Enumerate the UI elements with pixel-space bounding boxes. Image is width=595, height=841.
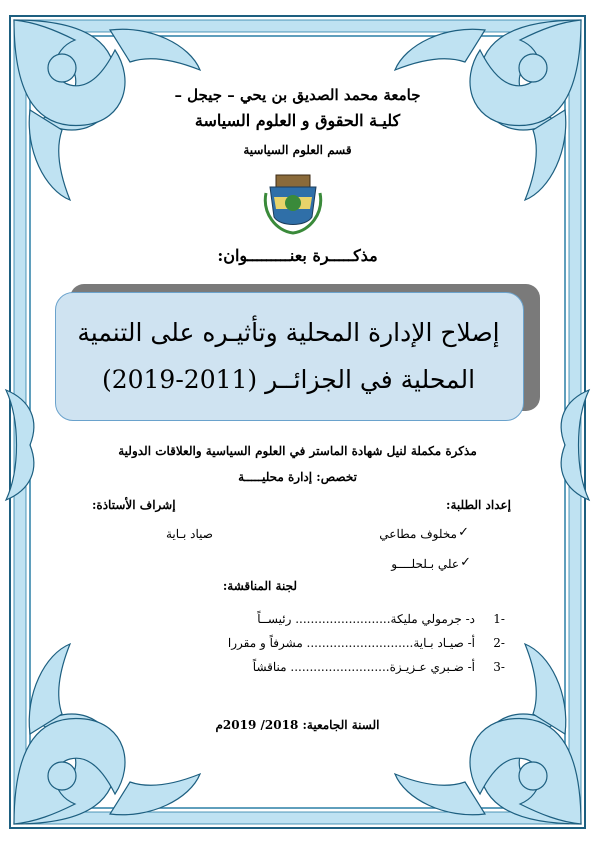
university-logo	[262, 173, 324, 235]
department-name: قسم العلوم السياسية	[243, 143, 352, 157]
memo-heading: مذكـــــرة بعنـــــــــوان:	[217, 246, 378, 265]
supervisor-name: صياد بـاية	[166, 527, 213, 541]
committee-row	[0, 636, 595, 656]
committee-member: د- جرمولي مليكة......................... رئيســاً	[257, 612, 475, 626]
title-box	[55, 292, 524, 421]
academic-year: السنة الجامعية: 2018/ 2019م	[215, 718, 380, 732]
committee-label: لجنة المناقشة:	[222, 579, 297, 593]
committee-number: 3-	[493, 660, 505, 674]
check-icon: ✓	[458, 525, 469, 540]
check-icon: ✓	[460, 555, 471, 570]
committee-member: أ- ضـبري عـزيـزة.......................... مناقشاً	[252, 660, 475, 674]
committee-row	[0, 612, 595, 632]
committee-row	[0, 660, 595, 680]
committee-number: 2-	[493, 636, 505, 650]
committee-number: 1-	[493, 612, 505, 626]
university-name: جامعة محمد الصديق بن يحي – جيجل –	[174, 86, 421, 104]
faculty-name: كليـة الحقوق و العلوم السياسة	[194, 111, 401, 130]
specialization: تخصص: إدارة محليـــــة	[238, 470, 357, 484]
supervision-label: إشراف الأستاذة:	[92, 498, 176, 512]
student-name-1: مخلوف مطاعي	[379, 527, 457, 541]
committee-member: أ- صيـاد بـاية............................ مشرفاً و مقررا	[227, 636, 475, 650]
thesis-title-line-1: إصلاح الإدارة المحلية وتأثيـره على التنمية	[77, 318, 500, 347]
student-name-2: علي بـلحلــــو	[391, 557, 459, 571]
degree-description: مذكرة مكملة لنيل شهادة الماستر في العلوم السياسية والعلاقات الدولية	[118, 444, 477, 458]
prepared-by-label: إعداد الطلبة:	[446, 498, 511, 512]
thesis-title-line-2: المحلية في الجزائــر (2011-2019)	[101, 365, 476, 394]
